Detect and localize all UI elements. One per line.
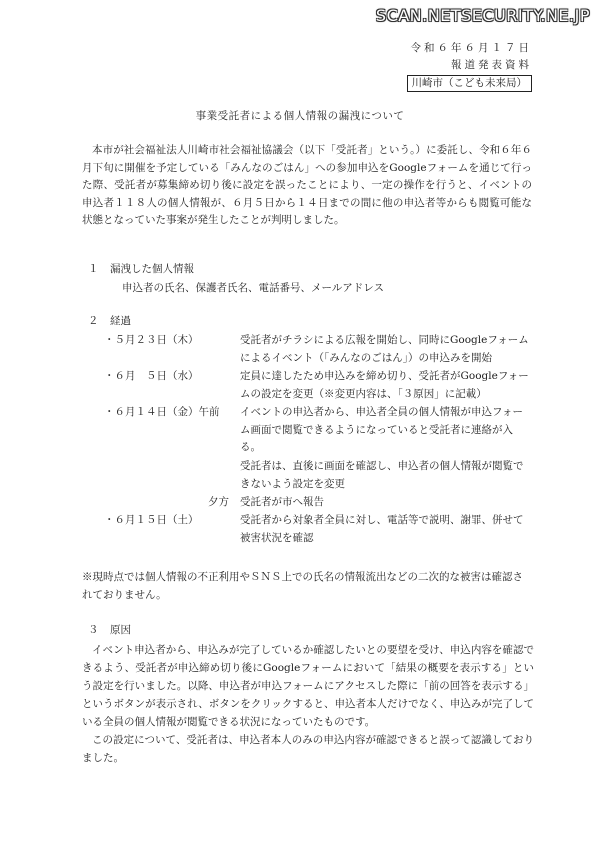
section-2-number: ２ [88,315,99,327]
timeline-date: ・６月１５日（土） [104,514,199,526]
timeline-time: 夕方 [208,496,229,508]
intro-paragraph: 本市が社会福祉法人川崎市社会福祉協議会（以下「受託者」という。）に委託し、令和６年６月下旬に開催を予定している「みんなのごはん」への参加申込をGoogleフォームを通じて行った際、受託者が募集締め切り後に設定を誤ったことにより、一定の操作を行うと、イベントの申込者１１８人の個人情報が、６月５日から１４日までの間に他の申込者等からも閲覧可能な状態となっていた事案が発生したことが判明しました。 [82,144,532,226]
timeline-desc: 定員に達したため申込みを締め切り、受託者がGoogleフォームの設定を変更（※変更内容は、「３原因」に記載） [240,370,529,400]
document-header [407,40,533,92]
section-2-title: 経過 [110,315,131,327]
watermark: SCAN.NETSECURITY.NE.JP [375,6,590,25]
note-paragraph: ※現時点では個人情報の不正利用やＳＮＳ上での氏名の情報流出などの二次的な被害は確認されておりません。 [82,571,523,601]
timeline-desc: 受託者が市へ報告 [240,496,324,508]
section-1-title: 漏洩した個人情報 [110,263,194,275]
section-3-title: 原因 [110,624,131,636]
timeline-date: ・６月１４日（金）午前 [104,406,220,418]
timeline-desc: 受託者は、直後に画面を確認し、申込者の個人情報が閲覧できないよう設定を変更 [240,460,524,490]
section-3-number: ３ [88,624,99,636]
document-type: 報道発表資料 [451,59,532,71]
section-1-number: １ [88,263,99,275]
timeline-desc: 受託者がチラシによる広報を開始し、同時にGoogleフォームによるイベント（「みんなのごはん」）の申込みを開始 [240,334,529,364]
cause-body [82,641,534,767]
section-2-heading [88,313,131,328]
section-1-heading [88,261,194,276]
page-title: 事業受託者による個人情報の漏洩について [195,110,405,122]
cause-paragraph: イベント申込者から、申込みが完了しているか確認したいとの要望を受け、申込内容を確認できるよう、受託者が申込締め切り後にGoogleフォームにおいて「結果の概要を表示する」という設定を行いました。以降、申込者が申込フォームにアクセスした際に「前の回答を表示する」というボタンが表示され、ボタンをクリックすると、申込者本人だけでなく、申込みが完了している全員の個人情報が閲覧できる状況になっていたものです。 [82,644,534,728]
section-1-body: 申込者の氏名、保護者氏名、電話番号、メールアドレス [122,282,384,294]
timeline-desc: イベントの申込者から、申込者全員の個人情報が申込フォーム画面で閲覧できるようになっていると受託者に連絡が入る。 [240,406,523,453]
cause-paragraph: この設定について、受託者は、申込者本人のみの申込内容が確認できると誤って認識しておりました。 [82,734,534,764]
issue-date: 令和６年６月１７日 [410,42,532,54]
department-label: 川崎市（こども未来局） [407,75,533,92]
section-3-heading [88,622,131,637]
timeline-date: ・５月２３日（木） [104,334,199,346]
timeline-date: ・６月 ５日（水） [104,370,199,382]
timeline-desc: 受託者から対象者全員に対し、電話等で説明、謝罪、併せて被害状況を確認 [240,514,524,544]
